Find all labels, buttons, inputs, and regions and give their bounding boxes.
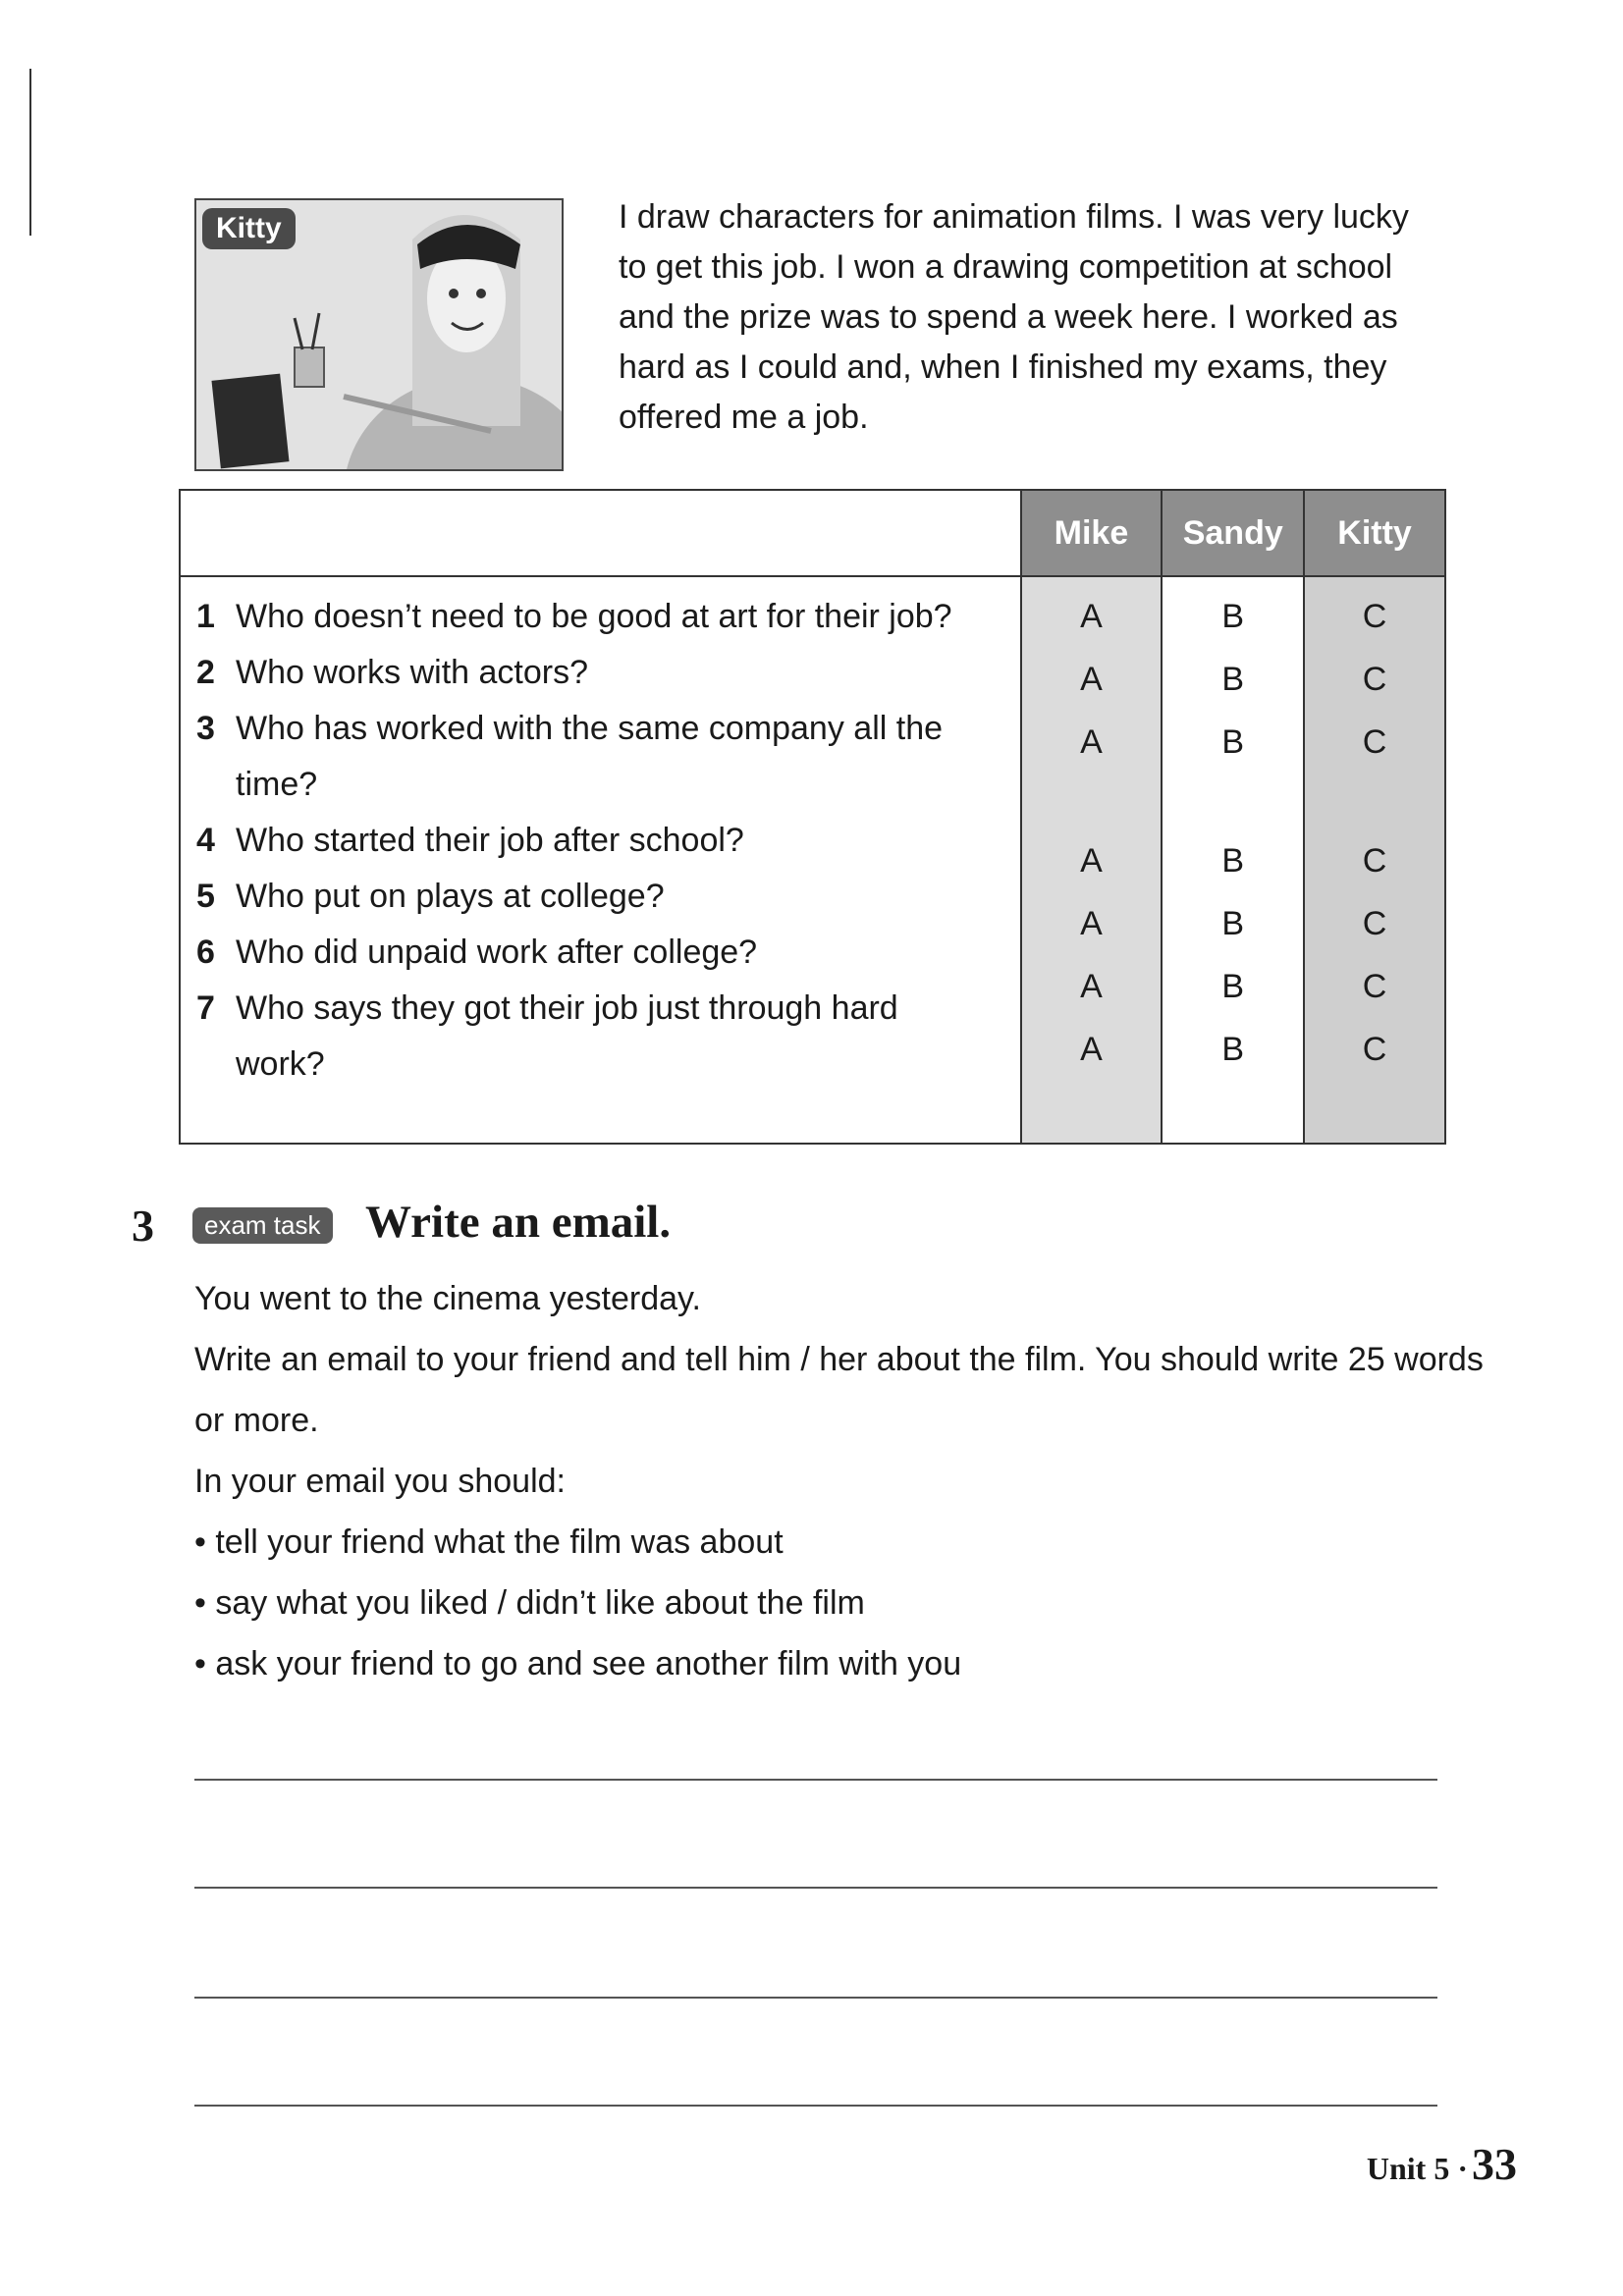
task-bullet-1: • tell your friend what the film was about — [194, 1512, 1490, 1573]
option-a[interactable]: A — [1080, 1031, 1103, 1068]
kitty-intro-text: I draw characters for animation films. I was very lucky to get this job. I won a drawing competition at school and the prize was to spend a week here. I worked as hard as I could and, when I finished my exams, they offered me a job. — [619, 198, 1409, 436]
name-tag: Kitty — [202, 208, 296, 249]
section-title: Write an email. — [365, 1197, 672, 1248]
task-bullet-3: • ask your friend to go and see another film with you — [194, 1633, 1490, 1694]
page-footer — [1367, 2138, 1517, 2190]
answer-line[interactable] — [194, 1887, 1437, 1889]
option-c[interactable]: C — [1362, 842, 1387, 880]
option-c[interactable]: C — [1362, 1031, 1387, 1068]
kitty-photo — [194, 198, 564, 471]
answer-line[interactable] — [194, 2105, 1437, 2107]
question-4: 4 Who started their job after school? — [196, 822, 744, 859]
kitty-options — [1304, 576, 1445, 1144]
option-b[interactable]: B — [1221, 723, 1245, 761]
question-1: 1 Who doesn’t need to be good at art for their job? — [196, 598, 952, 635]
option-a[interactable]: A — [1080, 905, 1103, 942]
option-a[interactable]: A — [1080, 968, 1103, 1005]
question-5: 5 Who put on plays at college? — [196, 878, 665, 915]
option-b[interactable]: B — [1221, 905, 1245, 942]
question-2: 2 Who works with actors? — [196, 654, 588, 691]
option-b[interactable]: B — [1221, 842, 1245, 880]
option-a[interactable]: A — [1080, 842, 1103, 880]
header-sandy: Sandy — [1162, 490, 1304, 576]
option-a[interactable]: A — [1080, 723, 1103, 761]
header-kitty: Kitty — [1304, 490, 1445, 576]
task-bullet-2: • say what you liked / didn’t like about the film — [194, 1573, 1490, 1633]
margin-line — [29, 69, 31, 236]
option-c[interactable]: C — [1362, 661, 1387, 698]
questions-cell — [180, 576, 1021, 1144]
option-c[interactable]: C — [1362, 598, 1387, 635]
task-line-3: In your email you should: — [194, 1463, 566, 1500]
option-c[interactable]: C — [1362, 723, 1387, 761]
question-3: 3 Who has worked with the same company all the time? — [196, 710, 944, 803]
option-b[interactable]: B — [1221, 598, 1245, 635]
table-header-blank — [180, 490, 1021, 576]
option-a[interactable]: A — [1080, 661, 1103, 698]
sandy-options — [1162, 576, 1304, 1144]
question-7: 7 Who says they got their job just through hard work? — [196, 989, 898, 1083]
option-c[interactable]: C — [1362, 968, 1387, 1005]
page-number: 33 — [1472, 2139, 1517, 2189]
answer-line[interactable] — [194, 1997, 1437, 1999]
exam-task-badge: exam task — [192, 1207, 333, 1244]
option-b[interactable]: B — [1221, 661, 1245, 698]
answer-line[interactable] — [194, 1779, 1437, 1781]
question-6: 6 Who did unpaid work after college? — [196, 934, 758, 971]
option-b[interactable]: B — [1221, 968, 1245, 1005]
option-b[interactable]: B — [1221, 1031, 1245, 1068]
option-a[interactable]: A — [1080, 598, 1103, 635]
mike-options — [1021, 576, 1163, 1144]
task-line-1: You went to the cinema yesterday. — [194, 1280, 701, 1317]
table-body-row — [180, 576, 1445, 1144]
header-mike: Mike — [1021, 490, 1163, 576]
unit-label: Unit 5 · — [1366, 2151, 1468, 2186]
section-number: 3 — [132, 1201, 154, 1251]
option-c[interactable]: C — [1362, 905, 1387, 942]
table-header-row — [180, 490, 1445, 576]
matching-table — [179, 489, 1446, 1145]
task-instructions — [194, 1268, 1490, 1694]
task-line-2: Write an email to your friend and tell him / her about the film. You should write 25 words or more. — [194, 1341, 1484, 1439]
